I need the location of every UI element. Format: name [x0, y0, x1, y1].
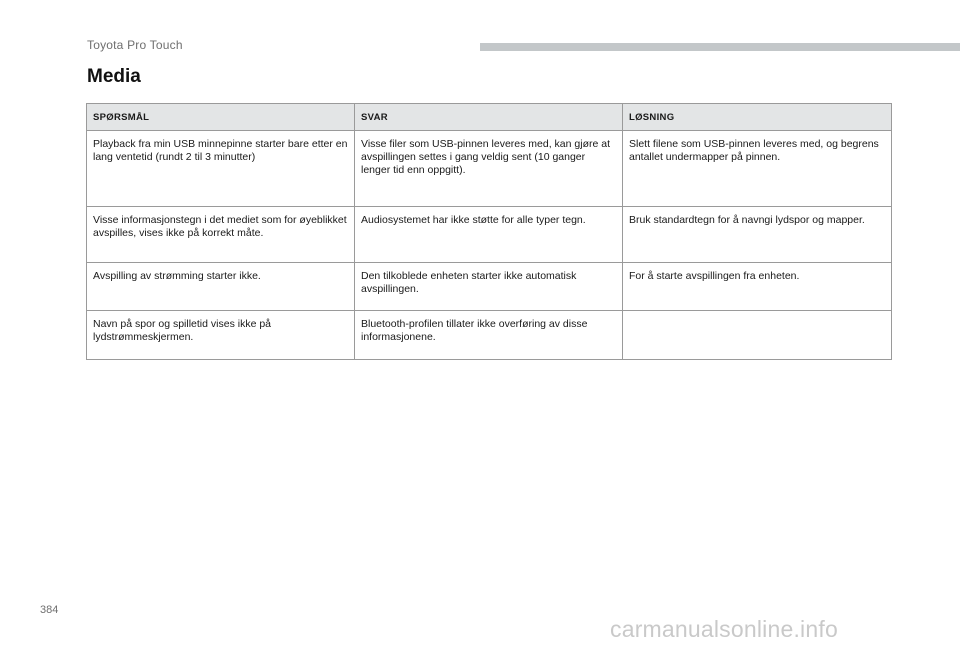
watermark-text: carmanualsonline.info: [610, 616, 838, 642]
cell-solution: Bruk standardtegn for å navngi lydspor og mapper.: [623, 207, 892, 263]
column-header-solution: LØSNING: [623, 104, 892, 131]
cell-question: Navn på spor og spilletid vises ikke på lydstrømmeskjermen.: [87, 311, 355, 360]
cell-question: Visse informasjonstegn i det mediet som for øyeblikket avspilles, vises ikke på korrekt måte.: [87, 207, 355, 263]
cell-solution: Slett filene som USB-pinnen leveres med, og begrens antallet undermapper på pinnen.: [623, 131, 892, 207]
cell-question: Playback fra min USB minnepinne starter bare etter en lang ventetid (rundt 2 til 3 minutter): [87, 131, 355, 207]
cell-solution: [623, 311, 892, 360]
faq-table: [86, 103, 892, 360]
header-bar: [480, 43, 960, 51]
cell-answer: Den tilkoblede enheten starter ikke automatisk avspillingen.: [355, 263, 623, 311]
manual-header-title: Toyota Pro Touch: [87, 38, 183, 52]
cell-answer: Bluetooth-profilen tillater ikke overføring av disse informasjonene.: [355, 311, 623, 360]
cell-solution: For å starte avspillingen fra enheten.: [623, 263, 892, 311]
page-number: 384: [40, 604, 59, 616]
column-header-answer: SVAR: [355, 104, 623, 131]
section-title: Media: [87, 66, 141, 87]
table-row: [87, 311, 892, 360]
table-header-row: [87, 104, 892, 131]
column-header-question: SPØRSMÅL: [87, 104, 355, 131]
cell-answer: Audiosystemet har ikke støtte for alle typer tegn.: [355, 207, 623, 263]
cell-question: Avspilling av strømming starter ikke.: [87, 263, 355, 311]
table-row: [87, 207, 892, 263]
cell-answer: Visse filer som USB-pinnen leveres med, kan gjøre at avspillingen settes i gang veldig sent (10 ganger lenger tid enn oppgitt).: [355, 131, 623, 207]
table-row: [87, 263, 892, 311]
table-row: [87, 131, 892, 207]
